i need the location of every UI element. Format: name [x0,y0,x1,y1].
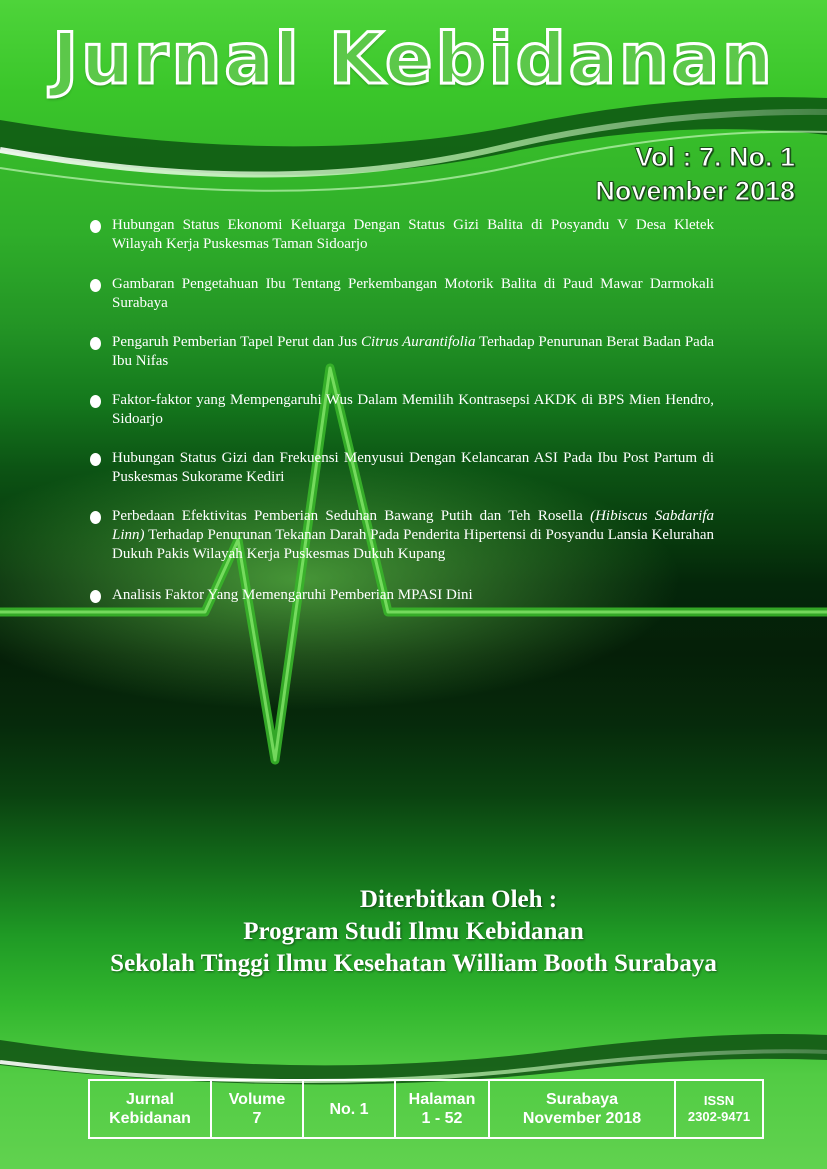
publisher-institution: Sekolah Tinggi Ilmu Kesehatan William Booth Surabaya [110,950,717,977]
publisher-heading: Diterbitkan Oleh : [359,886,558,913]
bullet-dot-icon [90,220,101,233]
article-title: Gambaran Pengetahuan Ibu Tentang Perkembangan Motorik Balita di Paud Mawar Darmokali Surabaya [112,276,714,311]
article-item [88,507,714,564]
info-cell-place-date [490,1081,676,1137]
article-item [88,586,714,605]
article-item [88,216,714,254]
bullet-dot-icon [90,279,101,292]
article-title: Hubungan Status Ekonomi Keluarga Dengan Status Gizi Balita di Posyandu V Desa Kletek Wilayah Kerja Puskesmas Taman Sidoarjo [112,217,714,252]
article-item [88,449,714,487]
article-title-part: Perbedaan Efektivitas Pemberian Seduhan Bawang Putih dan Teh Rosella [112,508,591,524]
article-title: Faktor-faktor yang Mempengaruhi Wus Dalam Memilih Kontrasepsi AKDK di BPS Mien Hendro, Sidoarjo [112,392,714,427]
article-title-part: Terhadap Penurunan Tekanan Darah Pada Penderita Hipertensi di Posyandu Lansia Kelurahan Dukuh Pakis Wilayah Kerja Puskesmas Dukuh Kupang [112,527,714,562]
info-cell-pages [396,1081,490,1137]
article-title: Hubungan Status Gizi dan Frekuensi Menyusui Dengan Kelancaran ASI Pada Ibu Post Partum di Puskesmas Sukorame Kediri [112,450,714,485]
info-volume-label: Volume [228,1091,286,1108]
info-cell-number [304,1081,396,1137]
article-item [88,391,714,429]
bullet-dot-icon [90,337,101,350]
bullet-dot-icon [90,590,101,603]
article-title-species: (Hibiscus Sabdarifa Linn) [112,508,715,543]
info-number-value: No. 1 [329,1100,369,1118]
info-pages-label: Halaman [408,1091,476,1108]
info-bar [88,1079,764,1139]
bullet-dot-icon [90,453,101,466]
volume-number-label: Vol : 7. No. 1 [634,142,795,172]
bullet-dot-icon [90,511,101,524]
info-journal-line2: Kebidanan [109,1110,191,1127]
info-cell-issn [676,1081,762,1137]
info-journal-line1: Jurnal [125,1091,174,1108]
info-volume-value: 7 [252,1110,262,1127]
publisher-block [0,884,827,980]
info-place: Surabaya [545,1091,619,1108]
article-title-part: Terhadap Penurunan Berat Badan Pada Ibu Nifas [112,334,714,369]
info-pages-value: 1 - 52 [421,1110,463,1127]
info-cell-volume [212,1081,304,1137]
article-item [88,275,714,313]
info-cell-journal [90,1081,212,1137]
publisher-program: Program Studi Ilmu Kebidanan [243,918,584,945]
article-title: Analisis Faktor Yang Memengaruhi Pemberian MPASI Dini [112,587,473,603]
article-list [88,216,714,605]
info-date: November 2018 [522,1110,642,1127]
bullet-dot-icon [90,395,101,408]
info-issn-value: 2302-9471 [687,1109,751,1124]
issue-date-label: November 2018 [595,176,795,206]
journal-title: Jurnal Kebidanan [52,18,775,100]
article-item [88,333,714,371]
info-issn-label: ISSN [703,1093,735,1108]
article-title-part: Pengaruh Pemberian Tapel Perut dan Jus [112,334,362,350]
article-title-species: Citrus Aurantifolia [361,334,476,350]
